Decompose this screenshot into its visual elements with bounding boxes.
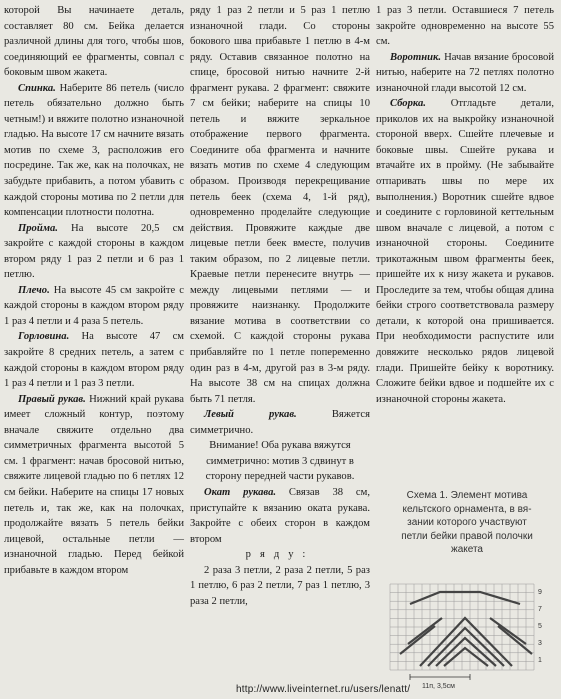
knitting-scheme [380, 574, 550, 696]
scheme-grid [390, 584, 534, 670]
paragraph [190, 547, 370, 563]
paragraph [190, 407, 370, 438]
row-number: 9 [538, 589, 542, 596]
paragraph-text: На высоте 47 см закройте 8 средних петель, а затем с каждой стороны в каждом втором ряду 1 раз 4 петли и 1 раз 3 петли. [4, 331, 184, 390]
section-heading: Спинка. [18, 82, 56, 94]
text-column-2 [190, 3, 370, 609]
paragraph [4, 392, 184, 579]
caption-line: кельтского орнамента, в вя- [402, 503, 532, 515]
paragraph-text: На высоте 45 см закройте с каждой стороны в каждом втором ряду 1 раз 4 петли и 4 раза 5 петель. [4, 284, 184, 327]
paragraph-text: Начав вязание бросовой нитью, наберите на 72 петлях полотно изнаночной глади высотой 12 см. [376, 51, 554, 94]
watermark-url: http://www.liveinternet.ru/users/lenatt/ [236, 684, 411, 695]
row-number: 5 [538, 623, 542, 630]
scheme-caption [378, 489, 556, 557]
paragraph-text: На высоте 20,5 см закройте с каждой стороны в каждом втором ряду 1 раз 2 петли и 6 раз 1 петлю. [4, 222, 184, 281]
section-heading: Плечо. [18, 284, 50, 296]
paragraph [190, 485, 370, 547]
paragraph-text: которой Вы начинаете деталь, составляет 80 см. Бейка делается различной длины для того, чтобы шов, соединяющий ее фрагменты, совпал с боковым швом жакета. [4, 5, 184, 79]
paragraph [4, 283, 184, 330]
width-label: 11п, 3,5см [422, 683, 455, 690]
paragraph-text: 2 раза 3 петли, 2 раза 2 петли, 5 раз 1 петлю, 6 раз 2 петли, 7 раз 1 петлю, 3 раза 2 петли, [190, 564, 370, 607]
paragraph [4, 329, 184, 391]
paragraph-text: Связав 38 см, приступайте к вязанию оката рукава. Закройте с обеих сторон в каждом втором [190, 486, 370, 545]
row-number: 3 [538, 640, 542, 647]
warning-text: Внимание! Оба рукава вяжутся симметрично: мотив 3 сдвинут в сторону передней части рукавов. [205, 440, 355, 483]
paragraph [4, 81, 184, 221]
row-number: 7 [538, 606, 542, 613]
spaced-text: ряду: [245, 549, 315, 561]
text-column-1 [4, 3, 184, 578]
paragraph-text: ряду 1 раз 2 петли и 5 раз 1 петлю изнаночной глади. Со стороны бокового шва прибавьте 1 петлю в 4-м ряду. Оставив связанное полотно на спице, бросовой нитью начните 2-й фрагмент рукава. 2 фрагмент: свяжите 7 см бейки; наберите на спицы 10 петель и вяжите зеркальное отображение первого фрагмента. Соедините оба фрагмента и начните вязать мотив по схеме 4 следующим образом. Производя перекрещивание петель беек (схема 4, 1-й ряд), одновременно проделайте следующие действия. Провяжите каждые две лицевые петли беек вместе, получив таким образом, по 2 лицевые петли. Краевые петли перенесите внутрь — между лицевыми петлями — и провяжите наизнанку. Продолжите вязание мотива в соответствии со схемой. С каждой стороны рукава прибавляйте по 1 петле попеременно один раз в 4-м, другой раз в 3-м ряду. На высоте 38 см на спицах должна быть 71 петля. [190, 5, 370, 405]
width-dimension [410, 674, 470, 680]
paragraph [4, 3, 184, 81]
caption-line: петли бейки правой полочки [401, 530, 533, 542]
section-heading: Окат рукава. [204, 486, 277, 498]
section-heading: Левый рукав. [204, 409, 297, 421]
paragraph-text: 1 раз 3 петли. Оставшиеся 7 петель закройте одновременно на высоте 55 см. [376, 5, 554, 48]
paragraph [190, 563, 370, 610]
section-heading: Пройма. [18, 222, 58, 234]
paragraph [190, 3, 370, 407]
paragraph-text: Отгладьте детали, приколов их на выкройку изнаночной стороной вверх. Сшейте плечевые и боковые швы. Сшейте рукава и втачайте их в пройму. (Не забывайте отпаривать швы по мере их выполнения.) Воротник сшейте вдвое и соедините с горловиной кеттельным швом вначале с лицевой, а потом с изнаночной стороны. Соедините трикотажным швом фрагменты беек, пришейте их к низу жакета и рукавов. Проследите за тем, чтобы общая длина бейки строго соответствовала размеру детали, к которой она пришивается. При необходимости распустите или довяжите несколько рядов лицевой глади. Пришейте бейку к воротнику. Сложите бейки вдвое и подшейте их с изнаночной стороны жакета. [376, 98, 554, 405]
section-heading: Сборка. [390, 98, 426, 110]
row-numbers [538, 589, 542, 664]
row-number: 1 [538, 657, 542, 664]
paragraph-text: Наберите 86 петель (число петель обязательно должно быть четным!) и вяжите полотно изнаночной гладью. На высоте 17 см начните вязать мотив по схеме 3, расположив его посредине. Так же, как на полочках, не забудьте прибавить, а потом убавить с каждой стороны мотива по 2 петли для компенсации плотности полотна. [4, 82, 184, 219]
caption-line: зании которого участвуют [407, 517, 527, 528]
section-heading: Горловина. [18, 331, 70, 343]
section-heading: Правый рукав. [18, 393, 86, 405]
paragraph-text: Вяжется симметрично. [190, 409, 370, 436]
paragraph [376, 96, 554, 407]
paragraph-text: Нижний край рукава имеет сложный контур, поэтому вначале свяжите отдельно два симметричных фрагмента высотой 5 см. 1 фрагмент: начав бросовой нитью, свяжите лицевой гладью по 6 петлях 12 см бейки. Наберите на спицы 17 новых петель и, так же, как на полочках, продолжайте вязать 5 петель бейки лицевой, остальные петли — изнаночной гладью. Перед бейкой прибавьте в каждом втором [4, 393, 184, 576]
section-heading: Воротник. [390, 51, 441, 63]
paragraph [190, 438, 370, 485]
paragraph [4, 221, 184, 283]
cable-crossings [400, 592, 532, 666]
text-column-3 [376, 3, 554, 407]
paragraph [376, 50, 554, 97]
paragraph [376, 3, 554, 50]
caption-line: жакета [451, 544, 483, 555]
caption-line: Схема 1. Элемент мотива [406, 490, 528, 501]
